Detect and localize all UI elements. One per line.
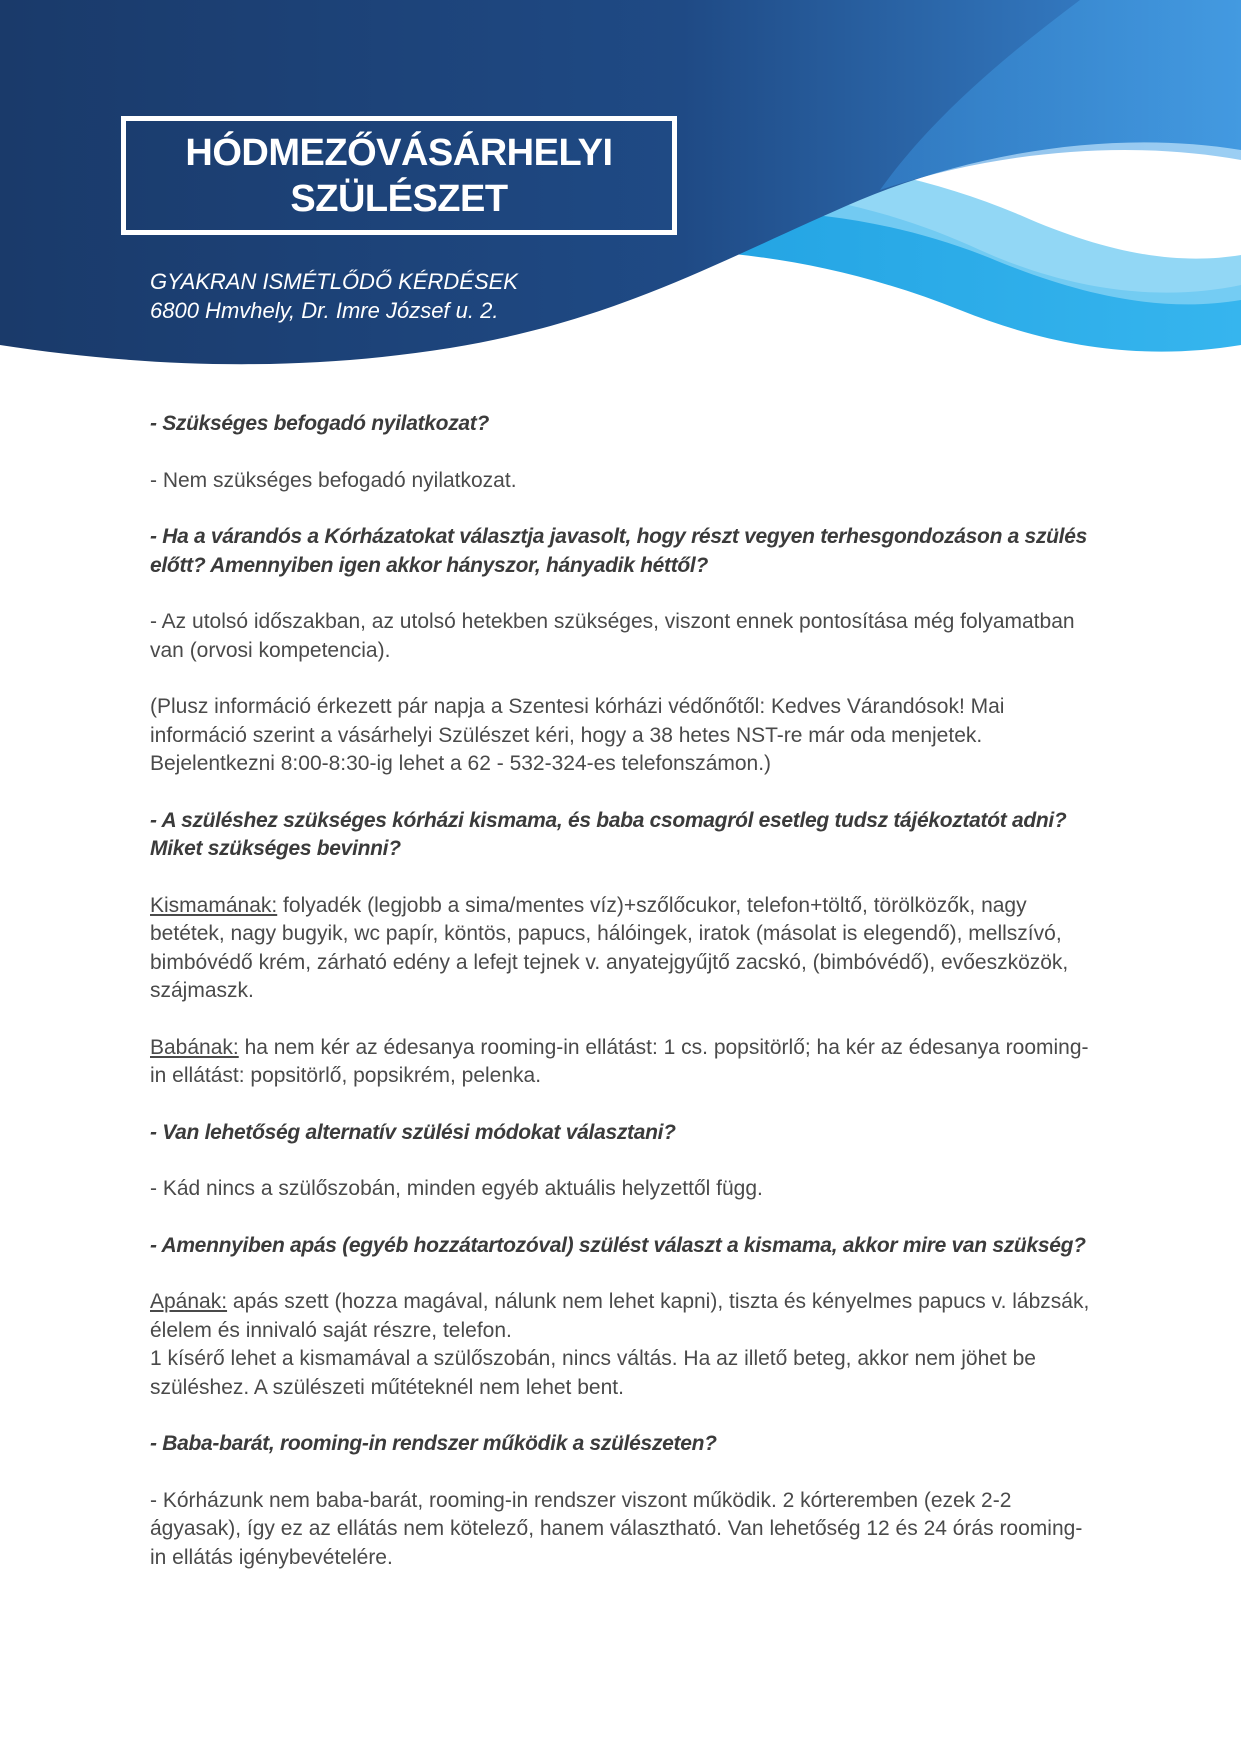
answer-1: - Nem szükséges befogadó nyilatkozat.	[150, 468, 517, 492]
subtitle-address: 6800 Hmvhely, Dr. Imre József u. 2.	[150, 298, 499, 323]
answer-3-baby	[150, 1034, 1095, 1091]
answer-2: - Az utolsó időszakban, az utolsó hetekben szükséges, viszont ennek pontosítása még folyamatban van (orvosi kompetencia).	[150, 610, 1075, 662]
dad-label: Apának:	[150, 1290, 228, 1313]
mom-label: Kismamának:	[150, 893, 278, 917]
answer-3-mom	[150, 892, 1095, 1006]
title-line-2: SZÜLÉSZET	[290, 177, 508, 220]
answer-5	[150, 1288, 1095, 1402]
answer-5-extra: 1 kísérő lehet a kismamával a szülőszobán, nincs váltás. Ha az illető beteg, akkor nem jöhet be szüléshez. A szülészeti műtéteknél nem lehet bent.	[150, 1347, 1036, 1399]
header-banner	[0, 0, 1241, 400]
faq-content	[150, 410, 1095, 1600]
baby-text: ha nem kér az édesanya rooming-in ellátást: 1 cs. popsitörlő; ha kér az édesanya rooming-in ellátást: popsitörlő, popsikrém, pelenka.	[150, 1035, 1089, 1087]
dad-text: apás szett (hozza magával, nálunk nem lehet kapni), tiszta és kényelmes papucs v. lábzsák, élelem és innivaló saját részre, telefon.	[150, 1290, 1090, 1342]
question-6: - Baba-barát, rooming-in rendszer működik a szülészeten?	[150, 1432, 717, 1455]
question-5: - Amennyiben apás (egyéb hozzátartozóval) szülést választ a kismama, akkor mire van szükség?	[150, 1233, 1086, 1257]
subtitle-line-1: GYAKRAN ISMÉTLŐDŐ KÉRDÉSEK	[150, 269, 518, 294]
title-box	[121, 116, 677, 235]
subtitle	[150, 267, 518, 325]
mom-text: folyadék (legjobb a sima/mentes víz)+szőlőcukor, telefon+töltő, törölközők, nagy betétek, nagy bugyik, wc papír, köntös, papucs, hálóingek, iratok (másolat is elegendő), mellszívó, bimbóvédő krém, zárható edény a lefejt tejnek v. anyatejgyűjtő zacskó, (bimbóvédő), evőeszközök, szájmaszk.	[150, 893, 1069, 1002]
title-line-1: HÓDMEZŐVÁSÁRHELYI	[185, 131, 613, 174]
question-3: - A szüléshez szükséges kórházi kismama, és baba csomagról esetleg tudsz tájékoztatót adni? Miket szükséges bevinni?	[150, 808, 1067, 860]
question-1: - Szükséges befogadó nyilatkozat?	[150, 412, 489, 435]
baby-label: Babának:	[150, 1035, 239, 1059]
question-2: - Ha a várandós a Kórházatokat választja javasolt, hogy részt vegyen terhesgondozáson a szülés előtt? Amennyiben igen akkor hányszor, hányadik héttől?	[150, 525, 1087, 577]
question-4: - Van lehetőség alternatív szülési módokat választani?	[150, 1120, 676, 1144]
answer-2-extra: (Plusz információ érkezett pár napja a Szentesi kórházi védőnőtől: Kedves Várandósok! Mai információ szerint a vásárhelyi Szülészet kéri, hogy a 38 hetes NST-re már oda menjetek. Bejelentkezni 8:00-8:30-ig lehet a 62 - 532-324-es telefonszámon.)	[150, 695, 1005, 775]
answer-4: - Kád nincs a szülőszobán, minden egyéb aktuális helyzettől függ.	[150, 1177, 763, 1200]
answer-6: - Kórházunk nem baba-barát, rooming-in rendszer viszont működik. 2 kórteremben (ezek 2-2 ágyasak), így ez az ellátás nem kötelező, hanem választható. Van lehetőség 12 és 24 órás rooming-in ellátás igénybevételére.	[150, 1488, 1083, 1569]
